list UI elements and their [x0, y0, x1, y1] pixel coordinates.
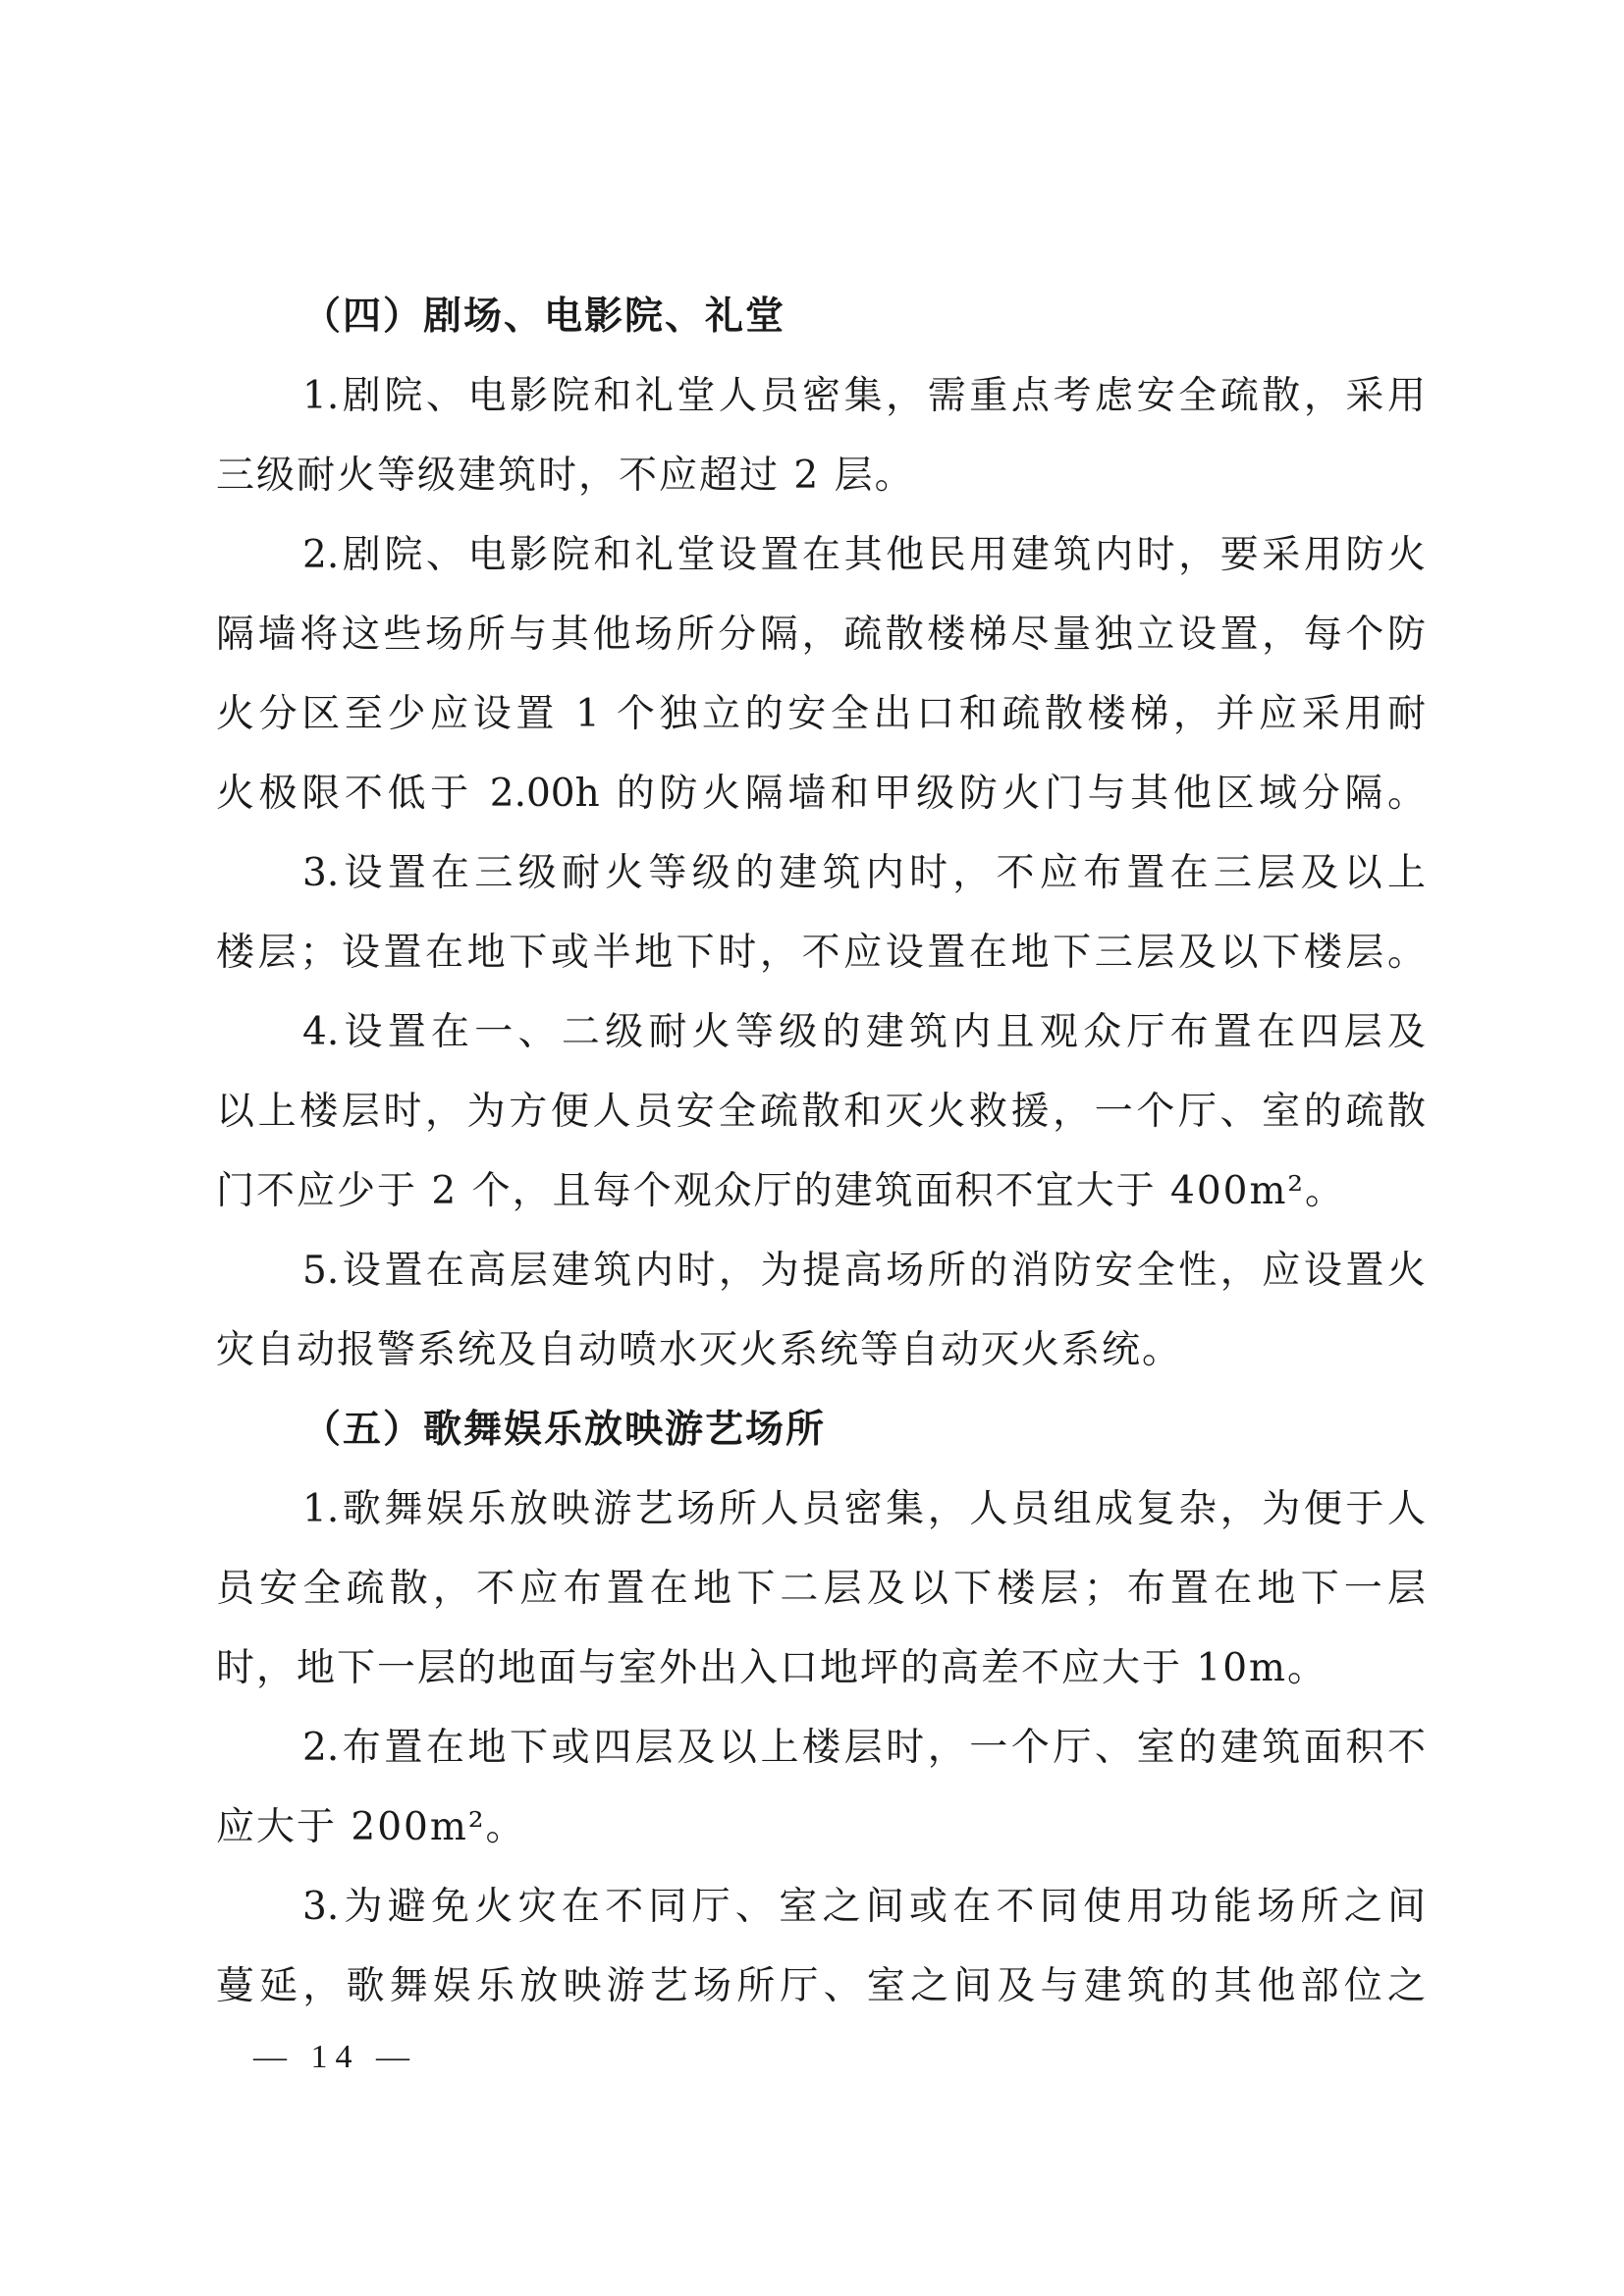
text-line: 员安全疏散，不应布置在地下二层及以下楼层；布置在地下一层 [216, 1567, 1426, 1611]
text-line: 应大于 200m²。 [216, 1805, 526, 1849]
text-line: （五）歌舞娱乐放映游艺场所 [302, 1407, 827, 1452]
text-line: 4.设置在一、二级耐火等级的建筑内且观众厅布置在四层及 [302, 1010, 1426, 1054]
page-body [216, 277, 1426, 2026]
text-line: 门不应少于 2 个，且每个观众厅的建筑面积不宜大于 400m²。 [216, 1169, 1346, 1213]
page-number: — 14 — [253, 2039, 417, 2075]
text-line: 灾自动报警系统及自动喷水灭火系统等自动灭火系统。 [216, 1328, 1183, 1372]
text-line: 3.为避免火灾在不同厅、室之间或在不同使用功能场所之间 [302, 1885, 1426, 1929]
text-line: 三级耐火等级建筑时，不应超过 2 层。 [216, 454, 915, 498]
text-line: 1.剧院、电影院和礼堂人员密集，需重点考虑安全疏散，采用 [302, 374, 1426, 418]
text-line: 楼层；设置在地下或半地下时，不应设置在地下三层及以下楼层。 [216, 931, 1426, 975]
text-line: 2.剧院、电影院和礼堂设置在其他民用建筑内时，要采用防火 [302, 533, 1426, 577]
text-line: 1.歌舞娱乐放映游艺场所人员密集，人员组成复杂，为便于人 [302, 1487, 1426, 1531]
text-line: 2.布置在地下或四层及以上楼层时，一个厅、室的建筑面积不 [302, 1726, 1426, 1770]
text-line: 3.设置在三级耐火等级的建筑内时，不应布置在三层及以上 [302, 851, 1426, 895]
text-line: 火极限不低于 2.00h 的防火隔墙和甲级防火门与其他区域分隔。 [216, 772, 1426, 816]
text-line: （四）剧场、电影院、礼堂 [302, 294, 786, 339]
text-line: 隔墙将这些场所与其他场所分隔，疏散楼梯尽量独立设置，每个防 [216, 613, 1426, 657]
text-line: 时，地下一层的地面与室外出入口地坪的高差不应大于 10m。 [216, 1646, 1328, 1690]
text-line: 蔓延，歌舞娱乐放映游艺场所厅、室之间及与建筑的其他部位之 [216, 1964, 1426, 2008]
text-line: 5.设置在高层建筑内时，为提高场所的消防安全性，应设置火 [302, 1249, 1426, 1293]
text-line: 以上楼层时，为方便人员安全疏散和灭火救援，一个厅、室的疏散 [216, 1090, 1426, 1134]
text-line: 火分区至少应设置 1 个独立的安全出口和疏散楼梯，并应采用耐 [216, 692, 1426, 736]
